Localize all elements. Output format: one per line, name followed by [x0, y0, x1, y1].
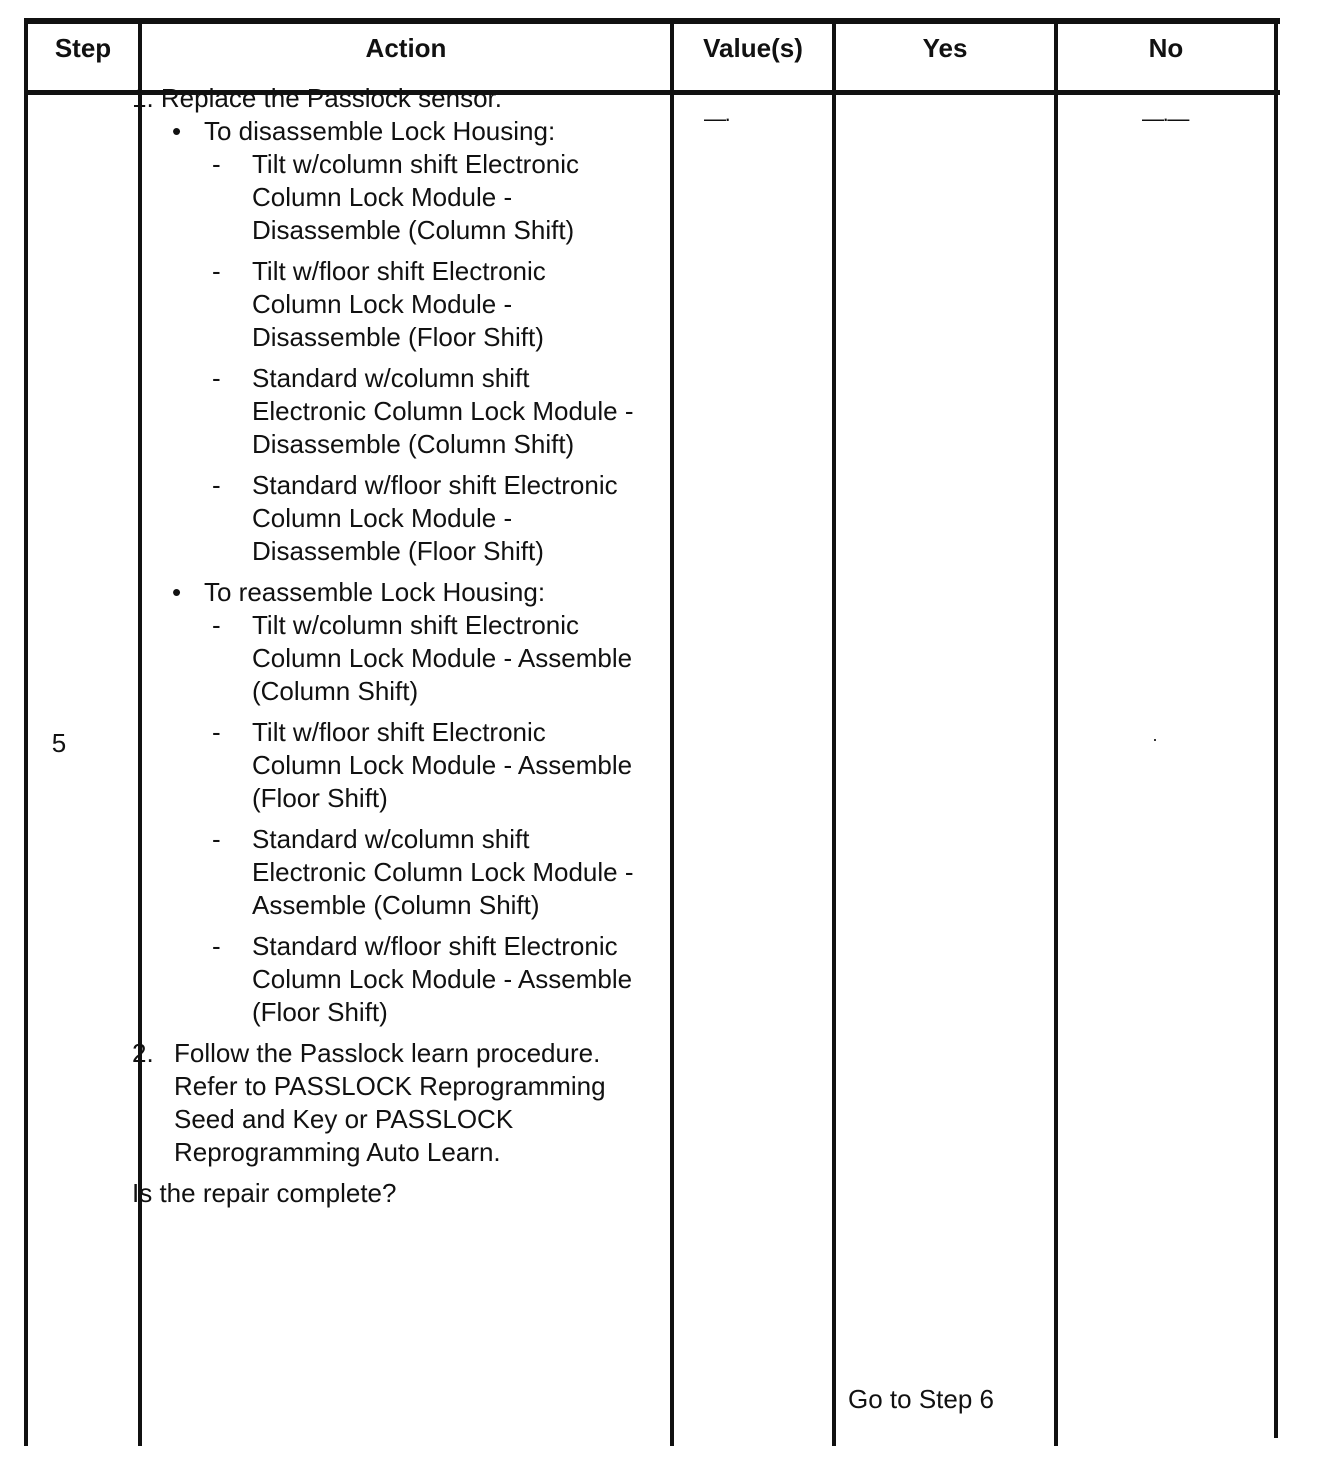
- dash-mark: -: [212, 149, 221, 179]
- reassemble-item: [132, 716, 642, 815]
- column-divider-values: [832, 18, 836, 1446]
- table-right-border: [1274, 18, 1278, 1438]
- step-number: 5: [51, 728, 67, 758]
- action-question: Is the repair complete?: [132, 1178, 397, 1208]
- disassemble-item-text: Tilt w/floor shift Electronic Column Lock Module - Disassemble (Floor Shift): [252, 256, 546, 352]
- column-divider-action: [670, 18, 674, 1446]
- disassemble-item: [132, 148, 642, 247]
- disassemble-item-text: Standard w/floor shift Electronic Column Lock Module - Disassemble (Floor Shift): [252, 470, 618, 566]
- reassemble-item: [132, 609, 642, 708]
- disassemble-item-text: Standard w/column shift Electronic Column Lock Module - Disassemble (Column Shift): [252, 363, 634, 459]
- no-cell: —·—: [1142, 106, 1188, 131]
- disassemble-item: [132, 362, 642, 461]
- header-yes: Yes: [922, 33, 968, 63]
- disassemble-item-text: Tilt w/column shift Electronic Column Lock Module - Disassemble (Column Shift): [252, 149, 580, 245]
- dash-mark: -: [212, 363, 221, 393]
- dash-mark: -: [212, 931, 221, 961]
- action-item-2-number: 2.: [132, 1038, 154, 1068]
- no-cell-mark: ·: [1152, 729, 1158, 749]
- disassemble-heading: • To disassemble Lock Housing:: [132, 115, 642, 148]
- header-no: No: [1148, 33, 1184, 63]
- disassemble-item: [132, 255, 642, 354]
- dash-mark: -: [212, 470, 221, 500]
- action-item-2: [132, 1037, 642, 1169]
- action-cell: [132, 82, 642, 1210]
- dash-mark: -: [212, 256, 221, 286]
- table-top-border: [24, 18, 1280, 24]
- header-action: Action: [365, 33, 447, 63]
- dash-mark: -: [212, 824, 221, 854]
- action-item-2-text: Follow the Passlock learn procedure. Refer to PASSLOCK Reprogramming Seed and Key or PASSLOCK Reprogramming Auto Learn.: [174, 1038, 606, 1167]
- dash-mark: -: [212, 717, 221, 747]
- reassemble-item-text: Tilt w/floor shift Electronic Column Lock Module - Assemble (Floor Shift): [252, 717, 633, 813]
- action-item-1: 1. Replace the Passlock sensor.: [132, 83, 502, 113]
- disassemble-item: [132, 469, 642, 568]
- reassemble-item-text: Standard w/column shift Electronic Column Lock Module - Assemble (Column Shift): [252, 824, 634, 920]
- header-step: Step: [54, 33, 112, 63]
- reassemble-heading: • To reassemble Lock Housing:: [132, 576, 642, 609]
- values-cell: —·: [704, 106, 730, 131]
- reassemble-item-text: Standard w/floor shift Electronic Column Lock Module - Assemble (Floor Shift): [252, 931, 633, 1027]
- reassemble-item: [132, 823, 642, 922]
- dash-mark: -: [212, 610, 221, 640]
- reassemble-item: [132, 930, 642, 1029]
- header-values: Value(s): [703, 33, 803, 63]
- yes-cell: Go to Step 6: [848, 1384, 994, 1414]
- column-divider-yes: [1054, 18, 1058, 1446]
- reassemble-item-text: Tilt w/column shift Electronic Column Lock Module - Assemble (Column Shift): [252, 610, 633, 706]
